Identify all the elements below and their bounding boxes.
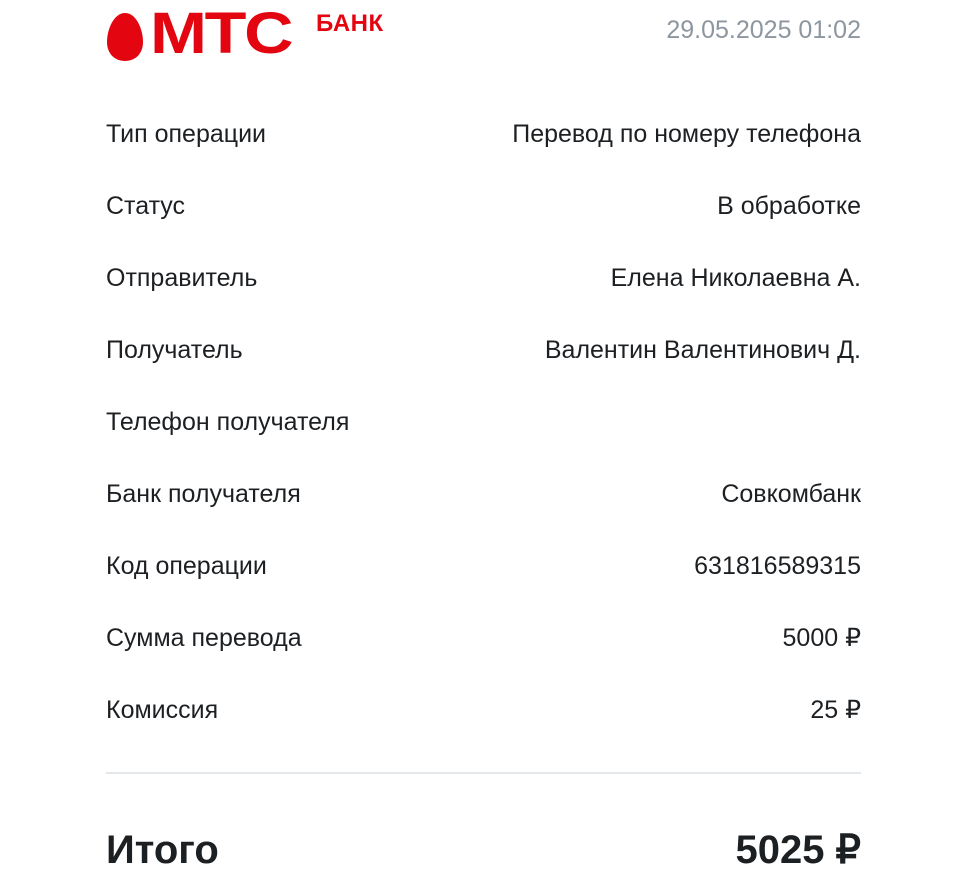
total-divider [106, 772, 861, 774]
detail-label: Получатель [106, 335, 243, 364]
detail-value: Елена Николаевна А. [610, 263, 861, 292]
receipt-header [106, 0, 861, 70]
mts-bank-logo [106, 1, 416, 68]
mts-egg-logo-icon [106, 12, 144, 62]
receipt-datetime: 29.05.2025 01:02 [666, 16, 861, 44]
detail-value: 25 ₽ [810, 696, 861, 724]
logo-wordmark: МТС [150, 1, 292, 66]
detail-row-recipient [106, 314, 861, 386]
detail-value: Совкомбанк [721, 479, 861, 508]
detail-row-operation-code [106, 530, 861, 602]
total-row [106, 820, 861, 880]
total-value: 5025 ₽ [735, 828, 861, 872]
detail-value: В обработке [717, 191, 861, 220]
detail-row-operation-type [106, 98, 861, 170]
detail-label: Банк получателя [106, 479, 301, 508]
receipt-details [106, 98, 861, 746]
detail-value: Валентин Валентинович Д. [544, 335, 861, 364]
detail-row-sender [106, 242, 861, 314]
detail-label: Сумма перевода [106, 623, 302, 652]
detail-row-transfer-amount [106, 602, 861, 674]
detail-row-recipient-phone [106, 386, 861, 458]
detail-row-status [106, 170, 861, 242]
total-label: Итого [106, 827, 219, 872]
detail-label: Тип операции [106, 119, 267, 148]
detail-label: Телефон получателя [106, 407, 350, 436]
detail-value: 631816589315 [694, 551, 861, 580]
detail-row-commission [106, 674, 861, 746]
detail-value: 5000 ₽ [782, 624, 861, 652]
detail-row-recipient-bank [106, 458, 861, 530]
detail-label: Отправитель [106, 263, 258, 292]
logo-subtext: БАНК [316, 10, 384, 37]
detail-value: Перевод по номеру телефона [512, 119, 861, 148]
detail-label: Код операции [106, 551, 267, 580]
detail-label: Комиссия [106, 695, 219, 724]
detail-label: Статус [106, 191, 186, 220]
